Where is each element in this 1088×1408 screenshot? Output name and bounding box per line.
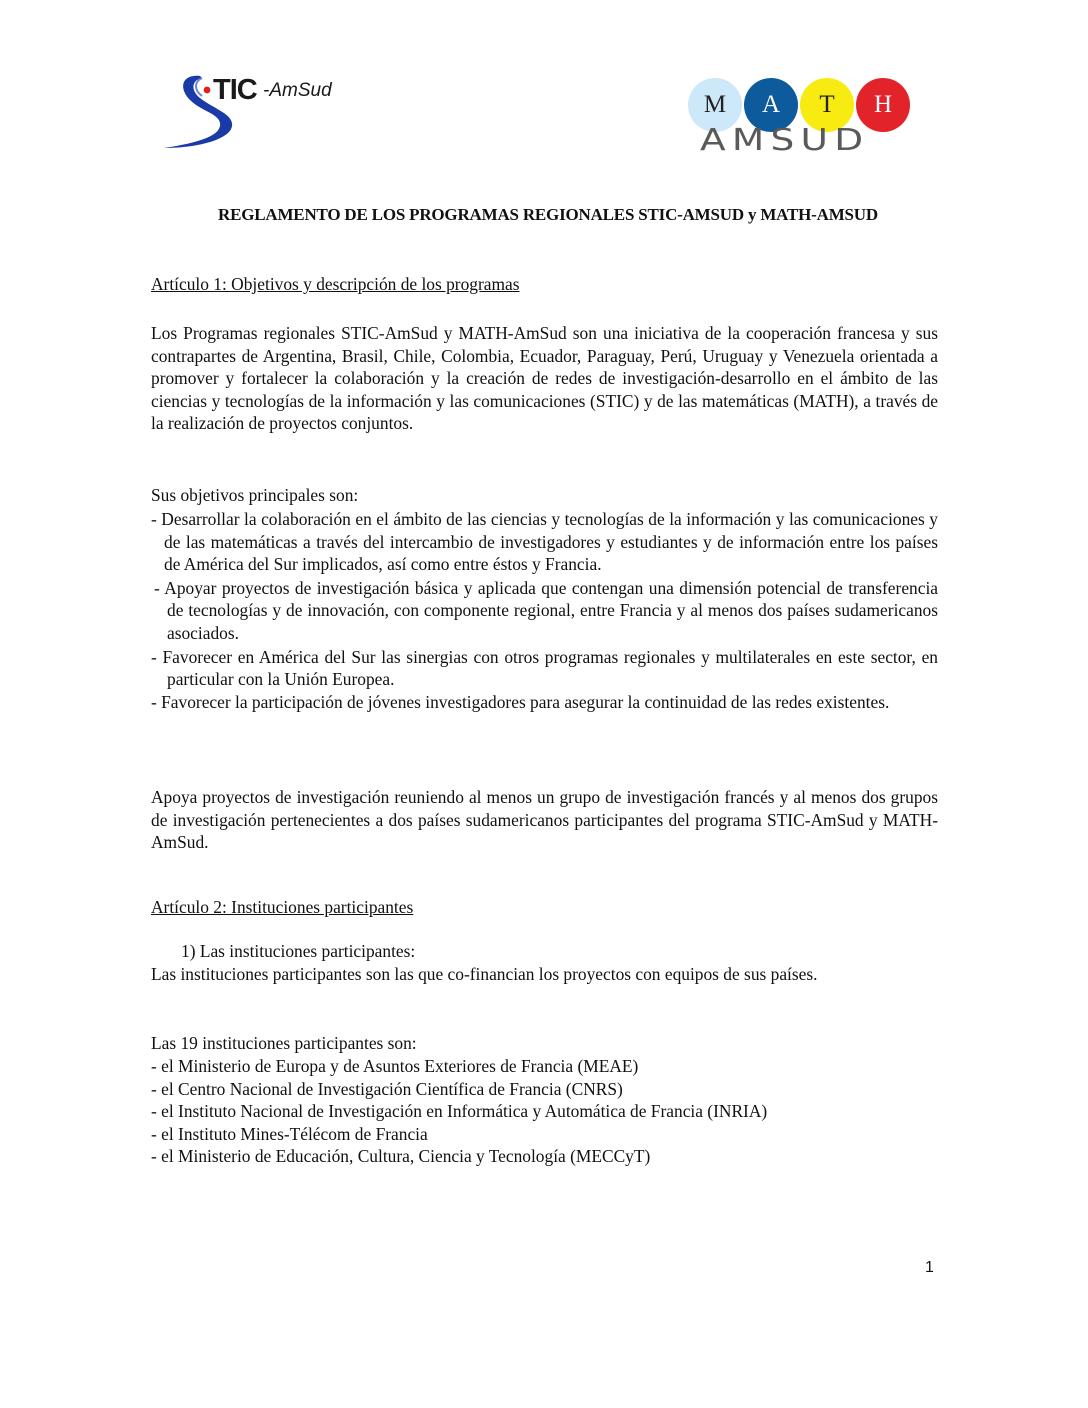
- institution-item: - el Ministerio de Europa y de Asuntos Exteriores de Francia (MEAE): [151, 1056, 639, 1076]
- objective-item: - Desarrollar la colaboración en el ámbito de las ciencias y tecnologías de la información y las comunicaciones y de las matemáticas a través del intercambio de investigadores y estudiantes y de información entre los países de América del Sur implicados, así como entre éstos y Francia.: [151, 509, 938, 575]
- objective-item: - Favorecer la participación de jóvenes investigadores para asegurar la continuidad de las redes existentes.: [151, 691, 890, 712]
- page-number: 1: [925, 1259, 934, 1276]
- article-2-heading: Artículo 2: Instituciones participantes: [151, 897, 414, 917]
- document-title: REGLAMENTO DE LOS PROGRAMAS REGIONALES STIC-AMSUD y MATH-AMSUD: [218, 205, 878, 224]
- stic-logo-text-italic: -AmSud: [263, 80, 332, 101]
- objective-item: - Favorecer en América del Sur las sinergias con otros programas regionales y multilaterales en este sector, en particular con la Unión Europea.: [151, 646, 938, 690]
- institution-item: - el Ministerio de Educación, Cultura, Ciencia y Tecnología (MECCyT): [151, 1146, 651, 1167]
- math-circle-m: M: [688, 78, 742, 132]
- article-1-closing: Apoya proyectos de investigación reuniendo al menos un grupo de investigación francés y al menos dos grupos de investigación pertenecientes a dos países sudamericanos participantes del programa STIC-AmSud y MATH-AmSud.: [151, 787, 938, 853]
- objective-item: - Apoyar proyectos de investigación básica y aplicada que contengan una dimensión potencial de transferencia de tecnologías y de innovación, con componente regional, entre Francia y al menos dos países sudamericanos asociados.: [154, 577, 938, 643]
- article-2-subheading: 1) Las instituciones participantes:: [181, 941, 416, 961]
- math-circle-h: H: [856, 78, 910, 132]
- stic-amsud-logo: [160, 68, 360, 153]
- institutions-label: Las 19 instituciones participantes son:: [151, 1033, 417, 1053]
- objectives-label: Sus objetivos principales son:: [151, 485, 359, 505]
- institution-item: - el Instituto Mines-Télécom de Francia: [151, 1123, 428, 1144]
- article-1-intro: Los Programas regionales STIC-AmSud y MATH-AmSud son una iniciativa de la cooperación francesa y sus contrapartes de Argentina, Brasil, Chile, Colombia, Ecuador, Paraguay, Perú, Uruguay y Venezuela orientada a promover y fortalecer la colaboración y la creación de redes de investigación-desarrollo en el ámbito de las ciencias y tecnologías de la información y las comunicaciones (STIC) y de las matemáticas (MATH), a través de la realización de proyectos conjuntos.: [151, 323, 938, 434]
- institution-item: - el Instituto Nacional de Investigación en Informática y Automática de Francia (INRIA): [151, 1101, 768, 1122]
- stic-logo-text-bold: TIC: [213, 74, 257, 106]
- institution-item: - el Centro Nacional de Investigación Científica de Francia (CNRS): [151, 1078, 623, 1099]
- math-circle-t: T: [800, 78, 854, 132]
- article-2-description: Las instituciones participantes son las que co-financian los proyectos con equipos de sus países.: [151, 964, 818, 984]
- institutions-list: [151, 1055, 938, 1168]
- math-circle-a: A: [744, 78, 798, 132]
- math-amsud-logo: [688, 78, 916, 156]
- objectives-list: [151, 508, 938, 713]
- math-logo-subtitle: AMSUD: [700, 123, 870, 158]
- article-1-heading: Artículo 1: Objetivos y descripción de los programas: [151, 274, 520, 294]
